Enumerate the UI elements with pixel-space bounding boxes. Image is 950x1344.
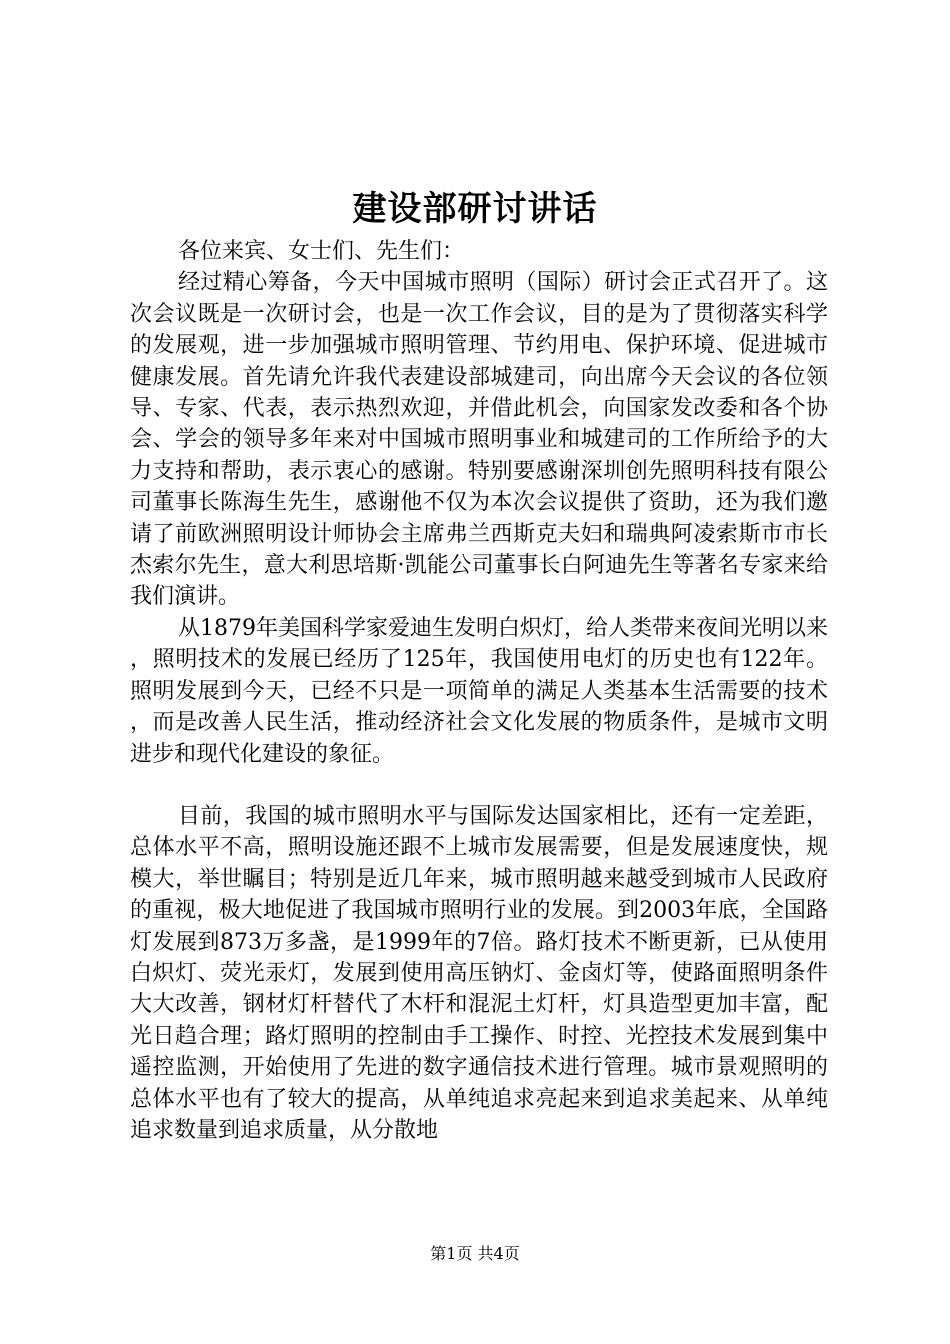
page-footer: 第1页 共4页 (430, 1244, 520, 1263)
paragraph: 从1879年美国科学家爱迪生发明白炽灯，给人类带来夜间光明以来，照明技术的发展已经历了125年，我国使用电灯的历史也有122年。照明发展到今天，已经不只是一项简单的满足人类基本生活需要的技术，而是改善人民生活，推动经济社会文化发展的物质条件，是城市文明进步和现代化建设的象征。 (130, 615, 828, 767)
paragraph: 目前，我国的城市照明水平与国际发达国家相比，还有一定差距，总体水平不高，照明设施还跟不上城市发展需要，但是发展速度快，规模大，举世瞩目；特别是近几年来，城市照明越来越受到城市人民政府的重视，极大地促进了我国城市照明行业的发展。到2003年底，全国路灯发展到873万多盏，是1999年的7倍。路灯技术不断更新，已从使用白炽灯、荧光汞灯，发展到使用高压钠灯、金卤灯等，使路面照明条件大大改善，钢材灯杆替代了木杆和混泥土灯杆，灯具造型更加丰富，配光日趋合理；路灯照明的控制由手工操作、时控、光控技术发展到集中遥控监测，开始使用了先进的数字通信技术进行管理。城市景观照明的总体水平也有了较大的提高，从单纯追求亮起来到追求美起来、从单纯追求数量到追求质量，从分散地 (130, 803, 828, 1143)
document-body (130, 236, 828, 1146)
document-title: 建设部研讨讲话 (352, 189, 598, 229)
salutation: 各位来宾、女士们、先生们： (178, 239, 465, 264)
paragraph: 经过精心筹备，今天中国城市照明（国际）研讨会正式召开了。这次会议既是一次研讨会，也是一次工作会议，目的是为了贯彻落实科学的发展观，进一步加强城市照明管理、节约用电、保护环境、促进城市健康发展。首先请允许我代表建设部城建司，向出席今天会议的各位领导、专家、代表，表示热烈欢迎，并借此机会，向国家发改委和各个协会、学会的领导多年来对中国城市照明事业和城建司的工作所给予的大力支持和帮助，表示衷心的感谢。特别要感谢深圳创先照明科技有限公司董事长陈海生先生，感谢他不仅为本次会议提供了资助，还为我们邀请了前欧洲照明设计师协会主席弗兰西斯克夫妇和瑞典阿凌索斯市市长杰索尔先生，意大利思培斯·凯能公司董事长白阿迪先生等著名专家来给我们演讲。 (130, 270, 828, 610)
